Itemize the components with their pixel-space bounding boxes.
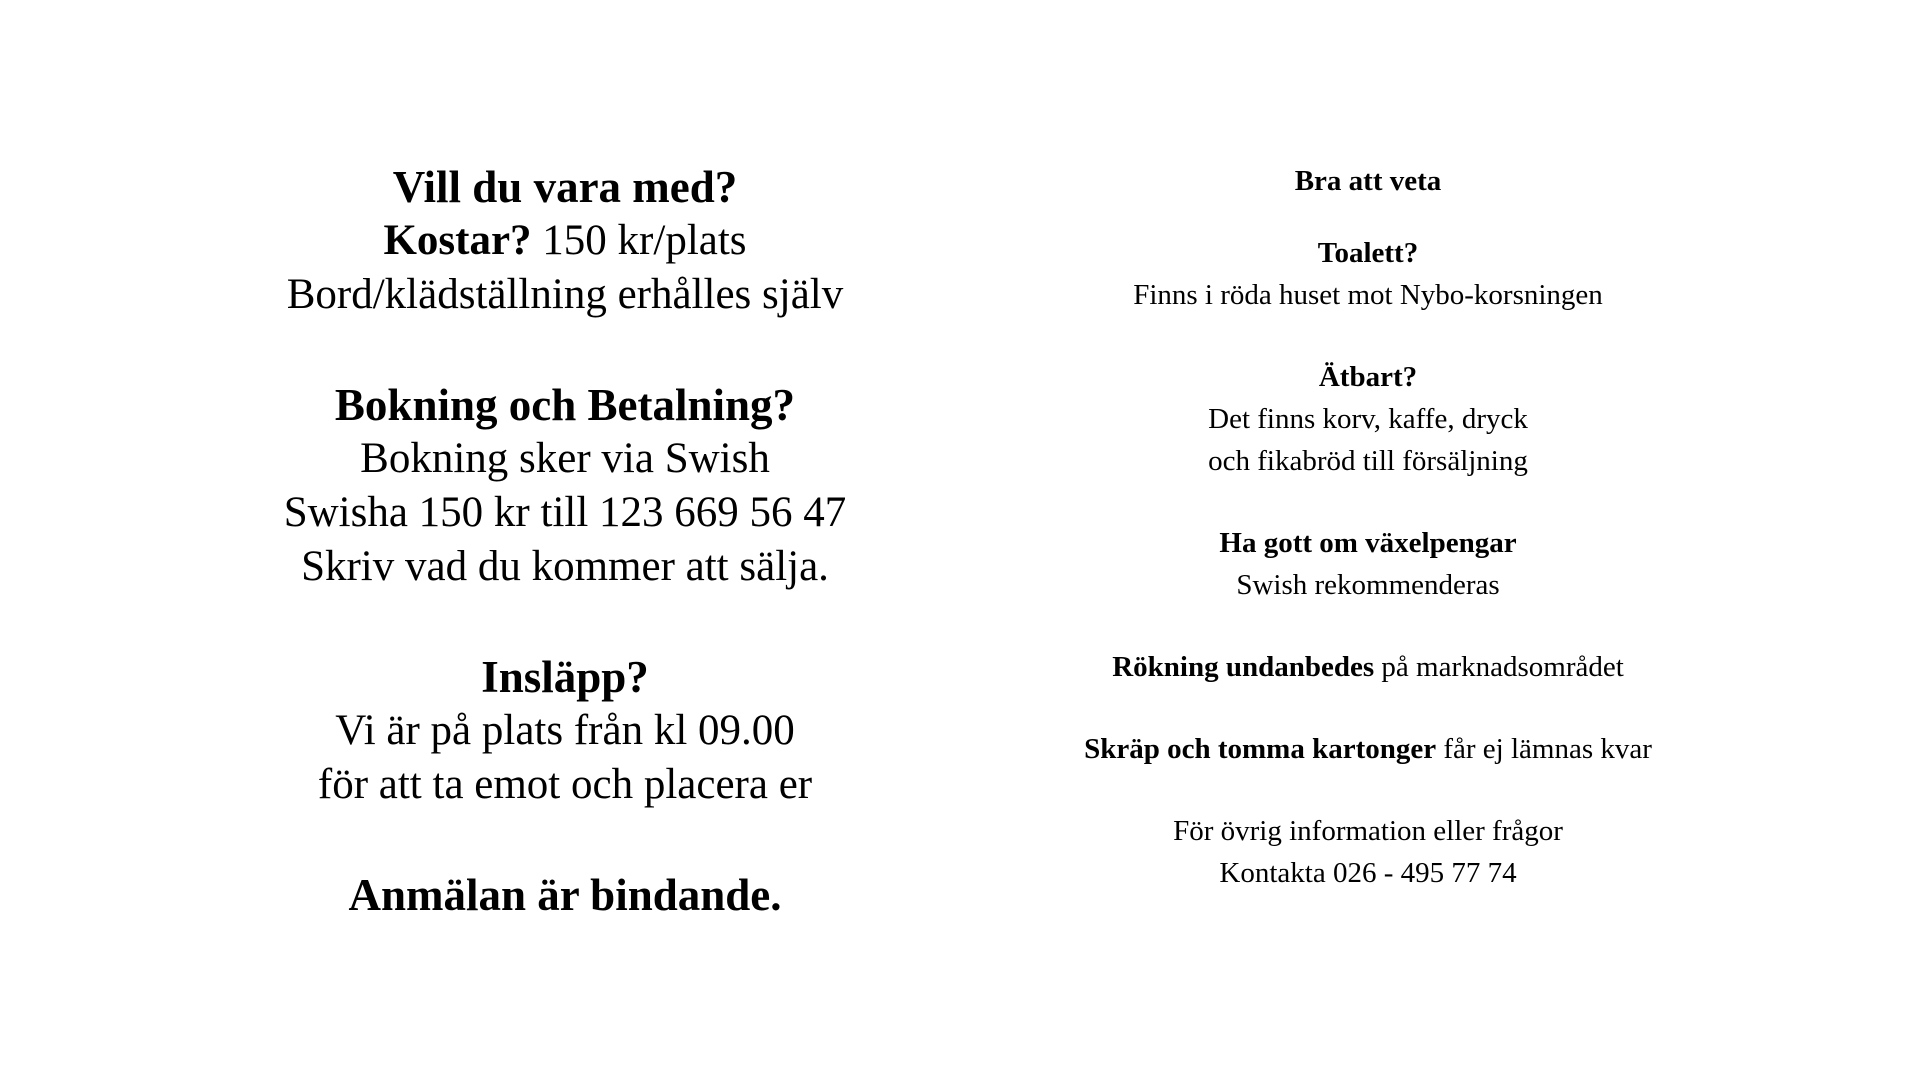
spacer <box>1030 482 1706 522</box>
contact-phone: Kontakta 026 - 495 77 74 <box>1219 857 1517 889</box>
entry-line: Vi är på plats från kl 09.00 <box>335 707 795 754</box>
good-to-know-heading: Bra att veta <box>1294 165 1442 197</box>
spacer <box>1030 606 1706 646</box>
entry-heading: Insläpp? <box>481 652 649 702</box>
join-heading: Vill du vara med? <box>392 162 738 212</box>
toilet-text: Finns i röda huset mot Nybo-korsningen <box>1133 279 1603 311</box>
spacer <box>1030 688 1706 728</box>
smoking-rule <box>1030 646 1706 688</box>
spacer <box>265 322 865 378</box>
spacer <box>1030 316 1706 356</box>
food-line: Det finns korv, kaffe, dryck <box>1208 403 1528 435</box>
smoking-rule-rest: på marknadsområdet <box>1374 651 1624 683</box>
toilet-heading: Toalett? <box>1317 237 1419 269</box>
change-heading: Ha gott om växelpengar <box>1219 527 1517 559</box>
participation-info-column <box>265 160 865 922</box>
booking-line: Swisha 150 kr till 123 669 56 47 <box>283 489 847 536</box>
spacer <box>265 812 865 868</box>
smoking-rule-bold: Rökning undanbedes <box>1112 651 1375 683</box>
entry-line: för att ta emot och placera er <box>317 761 813 808</box>
cost-value: 150 kr/plats <box>531 217 747 264</box>
trash-rule-rest: får ej lämnas kvar <box>1436 733 1652 765</box>
binding-note: Anmälan är bindande. <box>348 870 782 920</box>
spacer <box>1030 770 1706 810</box>
spacer <box>265 594 865 650</box>
change-text: Swish rekommenderas <box>1236 569 1500 601</box>
cost-label: Kostar? <box>383 217 532 264</box>
furniture-note: Bord/klädställning erhålles själv <box>286 271 844 318</box>
booking-line: Bokning sker via Swish <box>360 435 770 482</box>
good-to-know-column <box>1030 160 1706 894</box>
booking-heading: Bokning och Betalning? <box>334 380 796 430</box>
cost-line <box>265 214 865 268</box>
food-heading: Ätbart? <box>1318 361 1418 393</box>
trash-rule-bold: Skräp och tomma kartonger <box>1084 733 1437 765</box>
food-line: och fikabröd till försäljning <box>1208 445 1528 477</box>
contact-line: För övrig information eller frågor <box>1173 815 1563 847</box>
trash-rule <box>1030 728 1706 770</box>
booking-line: Skriv vad du kommer att sälja. <box>301 543 829 590</box>
